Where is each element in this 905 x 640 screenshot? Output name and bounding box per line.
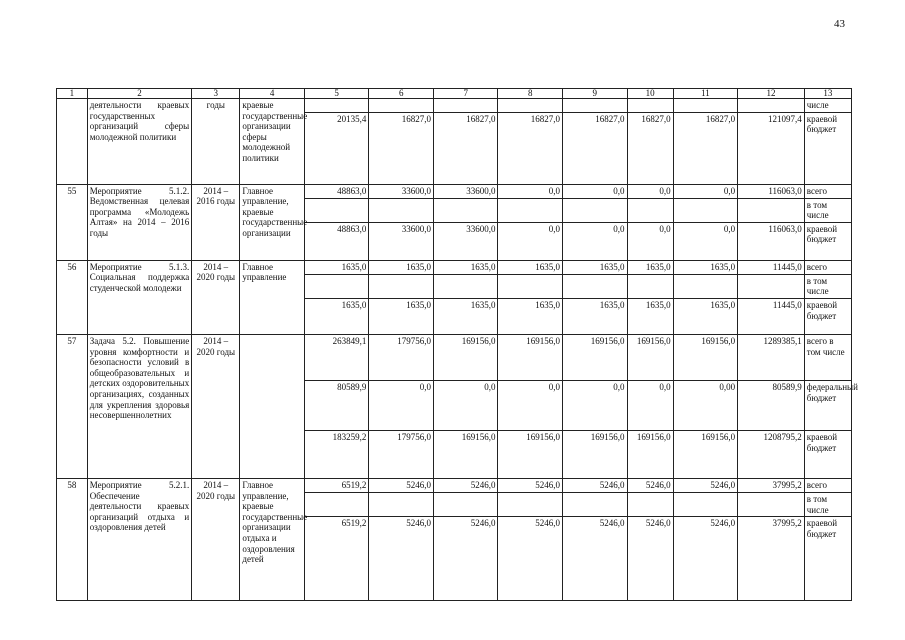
value-cell: 1635,0 xyxy=(627,260,673,274)
value-cell: 6519,2 xyxy=(304,479,369,493)
value-cell: 5246,0 xyxy=(563,479,628,493)
item-name: Мероприятие 5.1.3. Социальная поддержка студенческой молодежи xyxy=(87,260,191,334)
item-executor: Главное управление xyxy=(240,260,305,334)
funding-source: краевой бюджет xyxy=(804,299,851,335)
value-cell: 169156,0 xyxy=(627,431,673,479)
funding-source: в том числе xyxy=(804,493,851,517)
value-cell: 116063,0 xyxy=(738,222,805,260)
funding-source: всего в том числе xyxy=(804,335,851,381)
value-cell: 0,0 xyxy=(498,222,563,260)
value-cell: 1635,0 xyxy=(563,299,628,335)
table-row xyxy=(57,184,852,198)
item-executor xyxy=(240,335,305,479)
value-cell: 48863,0 xyxy=(304,222,369,260)
value-cell: 183259,2 xyxy=(304,431,369,479)
funding-source: краевой бюджет xyxy=(804,222,851,260)
funding-source: федеральный бюджет xyxy=(804,381,851,431)
row-number: 55 xyxy=(57,184,88,260)
table-row xyxy=(57,99,852,113)
value-cell: 33600,0 xyxy=(433,184,498,198)
value-cell: 37995,2 xyxy=(738,479,805,493)
item-name: деятельности краевых государственных организаций сферы молодежной политики xyxy=(87,99,191,185)
value-cell: 6519,2 xyxy=(304,517,369,601)
value-cell: 169156,0 xyxy=(433,431,498,479)
value-cell: 33600,0 xyxy=(369,184,434,198)
value-cell: 5246,0 xyxy=(673,517,738,601)
item-period: годы xyxy=(192,99,240,185)
value-cell: 48863,0 xyxy=(304,184,369,198)
funding-source: всего xyxy=(804,260,851,274)
budget-table xyxy=(56,88,858,601)
value-cell: 5246,0 xyxy=(627,517,673,601)
value-cell: 5246,0 xyxy=(369,517,434,601)
value-cell: 169156,0 xyxy=(673,431,738,479)
funding-source: краевой бюджет xyxy=(804,431,851,479)
value-cell: 0,0 xyxy=(563,222,628,260)
header-cell: 13 xyxy=(804,89,851,99)
value-cell: 0,0 xyxy=(673,222,738,260)
value-cell: 5246,0 xyxy=(627,479,673,493)
header-cell: 9 xyxy=(563,89,628,99)
value-cell: 16827,0 xyxy=(433,112,498,184)
value-cell: 1635,0 xyxy=(673,299,738,335)
value-cell: 1635,0 xyxy=(673,260,738,274)
value-cell: 116063,0 xyxy=(738,184,805,198)
item-period: 2014 – 2016 годы xyxy=(192,184,240,260)
header-cell: 6 xyxy=(369,89,434,99)
value-cell: 0,0 xyxy=(498,184,563,198)
value-cell: 169156,0 xyxy=(498,431,563,479)
value-cell: 1635,0 xyxy=(498,260,563,274)
item-name: Мероприятие 5.2.1. Обеспечение деятельности краевых организаций отдыха и оздоровления детей xyxy=(87,479,191,601)
value-cell: 5246,0 xyxy=(563,517,628,601)
value-cell: 169156,0 xyxy=(627,335,673,381)
value-cell: 5246,0 xyxy=(433,517,498,601)
item-executor: Главное управление, краевые государственные организации xyxy=(240,184,305,260)
funding-source: числе xyxy=(804,99,851,113)
header-cell: 7 xyxy=(433,89,498,99)
value-cell: 1635,0 xyxy=(304,260,369,274)
value-cell: 1635,0 xyxy=(369,260,434,274)
item-period: 2014 – 2020 годы xyxy=(192,335,240,479)
value-cell: 263849,1 xyxy=(304,335,369,381)
value-cell: 16827,0 xyxy=(563,112,628,184)
value-cell: 1635,0 xyxy=(498,299,563,335)
value-cell: 1635,0 xyxy=(627,299,673,335)
value-cell: 1208795,2 xyxy=(738,431,805,479)
value-cell: 33600,0 xyxy=(433,222,498,260)
table-row xyxy=(57,479,852,493)
value-cell: 11445,0 xyxy=(738,299,805,335)
value-cell: 16827,0 xyxy=(369,112,434,184)
value-cell: 0,0 xyxy=(563,184,628,198)
value-cell: 5246,0 xyxy=(498,517,563,601)
value-cell: 20135,4 xyxy=(304,112,369,184)
value-cell: 169156,0 xyxy=(498,335,563,381)
value-cell: 5246,0 xyxy=(498,479,563,493)
value-cell: 80589,9 xyxy=(738,381,805,431)
header-cell: 10 xyxy=(627,89,673,99)
value-cell: 1635,0 xyxy=(304,299,369,335)
header-cell: 11 xyxy=(673,89,738,99)
value-cell: 169156,0 xyxy=(433,335,498,381)
value-cell: 37995,2 xyxy=(738,517,805,601)
table-row xyxy=(57,260,852,274)
header-cell: 5 xyxy=(304,89,369,99)
header-cell: 8 xyxy=(498,89,563,99)
value-cell: 169156,0 xyxy=(563,335,628,381)
value-cell: 0,0 xyxy=(433,381,498,431)
header-cell: 3 xyxy=(192,89,240,99)
value-cell: 16827,0 xyxy=(498,112,563,184)
value-cell: 80589,9 xyxy=(304,381,369,431)
funding-source: в том числе xyxy=(804,198,851,222)
value-cell: 169156,0 xyxy=(563,431,628,479)
value-cell: 1635,0 xyxy=(433,260,498,274)
item-executor: Главное управление, краевые государственные организации отдыха и оздоровления детей xyxy=(240,479,305,601)
value-cell: 0,0 xyxy=(673,184,738,198)
header-cell: 4 xyxy=(240,89,305,99)
header-cell: 12 xyxy=(738,89,805,99)
value-cell: 0,0 xyxy=(627,381,673,431)
row-number: 56 xyxy=(57,260,88,334)
value-cell: 11445,0 xyxy=(738,260,805,274)
table-row xyxy=(57,335,852,381)
item-executor: краевые государственные организации сферы молодежной политики xyxy=(240,99,305,185)
value-cell: 1289385,1 xyxy=(738,335,805,381)
value-cell: 33600,0 xyxy=(369,222,434,260)
funding-source: всего xyxy=(804,184,851,198)
value-cell: 16827,0 xyxy=(627,112,673,184)
value-cell: 5246,0 xyxy=(433,479,498,493)
value-cell: 169156,0 xyxy=(673,335,738,381)
funding-source: всего xyxy=(804,479,851,493)
row-number xyxy=(57,99,88,185)
value-cell: 179756,0 xyxy=(369,335,434,381)
value-cell: 121097,4 xyxy=(738,112,805,184)
funding-source: краевой бюджет xyxy=(804,112,851,184)
value-cell: 0,00 xyxy=(673,381,738,431)
funding-source: краевой бюджет xyxy=(804,517,851,601)
value-cell: 0,0 xyxy=(369,381,434,431)
row-number: 57 xyxy=(57,335,88,479)
header-cell: 2 xyxy=(87,89,191,99)
value-cell: 0,0 xyxy=(563,381,628,431)
value-cell: 179756,0 xyxy=(369,431,434,479)
item-name: Задача 5.2. Повышение уровня комфортности и безопасности условий в общеобразовательных и детских оздоровительных организациях, созданных для укрепления здоровья несовершеннолетних xyxy=(87,335,191,479)
value-cell: 1635,0 xyxy=(433,299,498,335)
row-number: 58 xyxy=(57,479,88,601)
funding-source: в том числе xyxy=(804,274,851,298)
page-number: 43 xyxy=(834,18,845,30)
item-period: 2014 – 2020 годы xyxy=(192,260,240,334)
item-period: 2014 – 2020 годы xyxy=(192,479,240,601)
value-cell: 1635,0 xyxy=(563,260,628,274)
value-cell: 1635,0 xyxy=(369,299,434,335)
header-row xyxy=(57,89,852,99)
value-cell: 16827,0 xyxy=(673,112,738,184)
value-cell: 0,0 xyxy=(627,184,673,198)
value-cell: 5246,0 xyxy=(673,479,738,493)
value-cell: 0,0 xyxy=(627,222,673,260)
value-cell: 5246,0 xyxy=(369,479,434,493)
item-name: Мероприятие 5.1.2. Ведомственная целевая программа «Молодежь Алтая» на 2014 – 2016 годы xyxy=(87,184,191,260)
value-cell: 0,0 xyxy=(498,381,563,431)
header-cell: 1 xyxy=(57,89,88,99)
